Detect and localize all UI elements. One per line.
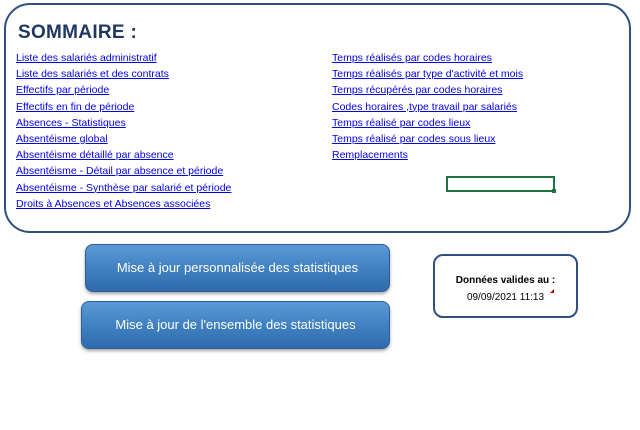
link-temps-codes-sous-lieux[interactable]: Temps réalisé par codes sous lieux	[332, 132, 496, 145]
link-remplacements[interactable]: Remplacements	[332, 149, 408, 162]
validity-label: Données valides au :	[455, 275, 556, 286]
summary-title: SOMMAIRE :	[18, 22, 138, 43]
link-temps-codes-horaires[interactable]: Temps réalisés par codes horaires	[332, 52, 492, 64]
data-validity-box	[433, 254, 578, 318]
link-codes-horaires-salaries[interactable]: Codes horaires ,type travail par salariés	[332, 100, 518, 113]
link-absenteisme-detail-periode[interactable]: Absentéisme - Détail par absence et période	[16, 165, 224, 178]
update-all-stats-button[interactable]: Mise à jour de l'ensemble des statistiques	[81, 301, 390, 349]
active-cell-selection[interactable]	[446, 176, 555, 192]
link-effectifs-fin-periode[interactable]: Effectifs en fin de période	[16, 100, 135, 113]
summary-links-left	[16, 50, 231, 212]
link-temps-type-activite[interactable]: Temps réalisés par type d'activité et mois	[332, 68, 524, 81]
summary-links-right	[332, 50, 523, 163]
link-droits-absences[interactable]: Droits à Absences et Absences associées	[16, 197, 211, 210]
link-absenteisme-synthese[interactable]: Absentéisme - Synthèse par salarié et période	[16, 181, 232, 194]
link-salaries-contrats[interactable]: Liste des salariés et des contrats	[16, 68, 169, 81]
comment-indicator-icon[interactable]	[550, 289, 554, 293]
update-personalized-stats-button[interactable]: Mise à jour personnalisée des statistiques	[85, 244, 390, 292]
fill-handle[interactable]	[552, 189, 556, 193]
link-absences-statistiques[interactable]: Absences - Statistiques	[16, 116, 126, 129]
link-effectifs-periode[interactable]: Effectifs par période	[16, 84, 110, 97]
link-temps-recuperes[interactable]: Temps récupérés par codes horaires	[332, 84, 503, 97]
validity-timestamp: 09/09/2021 11:13	[466, 292, 545, 303]
link-absenteisme-global[interactable]: Absentéisme global	[16, 132, 108, 145]
link-salaries-administratif[interactable]: Liste des salariés administratif	[16, 52, 157, 64]
link-temps-codes-lieux[interactable]: Temps réalisé par codes lieux	[332, 116, 471, 129]
link-absenteisme-detaille[interactable]: Absentéisme détaillé par absence	[16, 149, 174, 162]
